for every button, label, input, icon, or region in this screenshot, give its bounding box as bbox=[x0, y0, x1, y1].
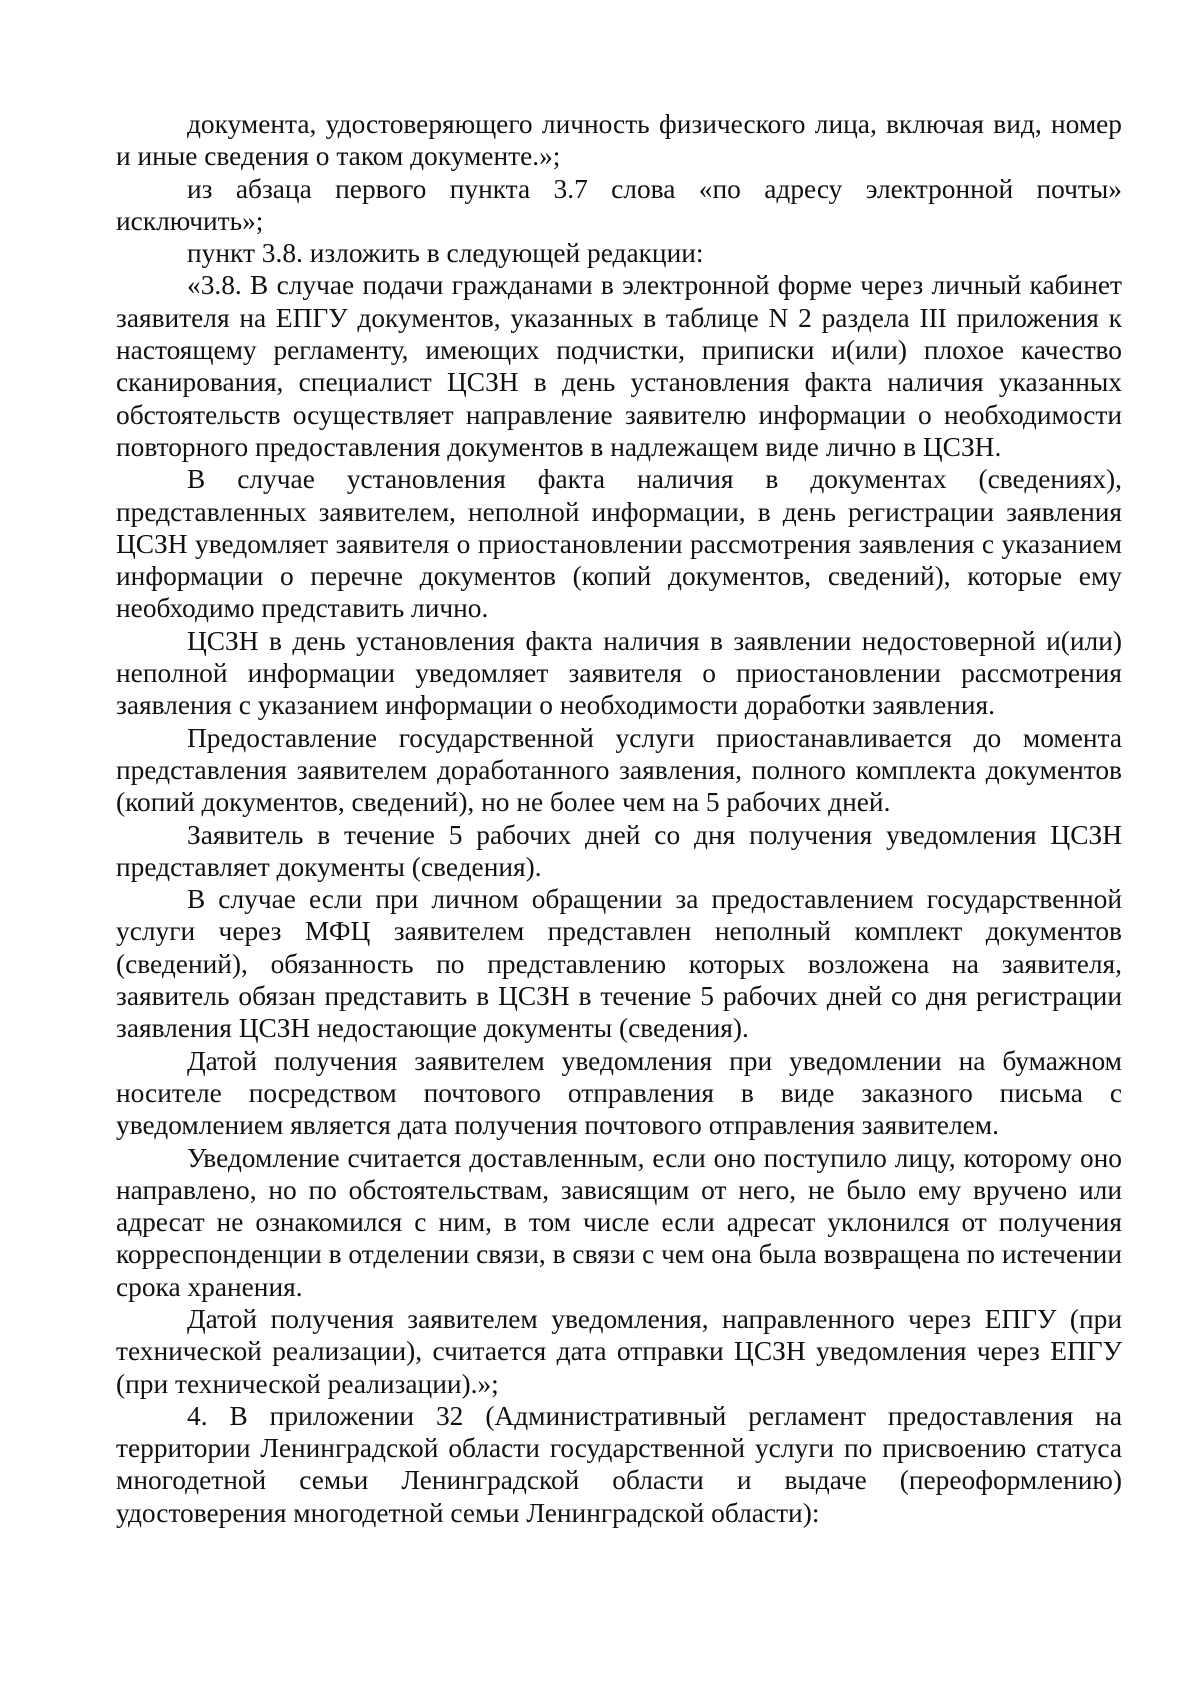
document-page bbox=[116, 108, 1122, 1529]
paragraph-6: ЦСЗН в день установления факта наличия в заявлении недостоверной и(или) неполной информации уведомляет заявителя о приостановлении рассмотрения заявления с указанием информации о необходимости доработки заявления. bbox=[116, 625, 1122, 721]
paragraph-13: 4. В приложении 32 (Административный регламент предоставления на территории Ленинградской области государственной услуги по присвоению статуса многодетной семьи Ленинградской области и выдаче (переоформлению) удостоверения многодетной семьи Ленинградской области): bbox=[116, 1400, 1122, 1528]
paragraph-3: пункт 3.8. изложить в следующей редакции: bbox=[187, 238, 704, 269]
paragraph-1: документа, удостоверяющего личность физического лица, включая вид, номер и иные сведения о таком документе.»; bbox=[116, 109, 1122, 172]
paragraph-4: «3.8. В случае подачи гражданами в электронной форме через личный кабинет заявителя на ЕПГУ документов, указанных в таблице N 2 раздела III приложения к настоящему регламенту, имеющих подчистки, приписки и(или) плохое качество сканирования, специалист ЦСЗН в день установления факта наличия указанных обстоятельств осуществляет направление заявителю информации о необходимости повторного предоставления документов в надлежащем виде лично в ЦСЗН. bbox=[116, 270, 1122, 462]
paragraph-7: Предоставление государственной услуги приостанавливается до момента представления заявителем доработанного заявления, полного комплекта документов (копий документов, сведений), но не более чем на 5 рабочих дней. bbox=[116, 722, 1122, 818]
paragraph-12: Датой получения заявителем уведомления, направленного через ЕПГУ (при технической реализации), считается дата отправки ЦСЗН уведомления через ЕПГУ (при технической реализации).»; bbox=[116, 1303, 1122, 1399]
paragraph-10: Датой получения заявителем уведомления при уведомлении на бумажном носителе посредством почтового отправления в виде заказного письма с уведомлением является дата получения почтового отправления заявителем. bbox=[116, 1045, 1122, 1141]
paragraph-5: В случае установления факта наличия в документах (сведениях), представленных заявителем, неполной информации, в день регистрации заявления ЦСЗН уведомляет заявителя о приостановлении рассмотрения заявления с указанием информации о перечне документов (копий документов, сведений), которые ему необходимо представить лично. bbox=[116, 464, 1122, 624]
paragraph-2: из абзаца первого пункта 3.7 слова «по адресу электронной почты» исключить»; bbox=[116, 173, 1122, 236]
paragraph-8: Заявитель в течение 5 рабочих дней со дня получения уведомления ЦСЗН представляет документы (сведения). bbox=[116, 819, 1122, 882]
paragraph-11: Уведомление считается доставленным, если оно поступило лицу, которому оно направлено, но по обстоятельствам, зависящим от него, не было ему вручено или адресат не ознакомился с ним, в том числе если адресат уклонился от получения корреспонденции в отделении связи, в связи с чем она была возвращена по истечении срока хранения. bbox=[116, 1142, 1122, 1302]
paragraph-9: В случае если при личном обращении за предоставлением государственной услуги через МФЦ заявителем представлен неполный комплект документов (сведений), обязанность по представлению которых возложена на заявителя, заявитель обязан представить в ЦСЗН в течение 5 рабочих дней со дня регистрации заявления ЦСЗН недостающие документы (сведения). bbox=[116, 884, 1122, 1044]
